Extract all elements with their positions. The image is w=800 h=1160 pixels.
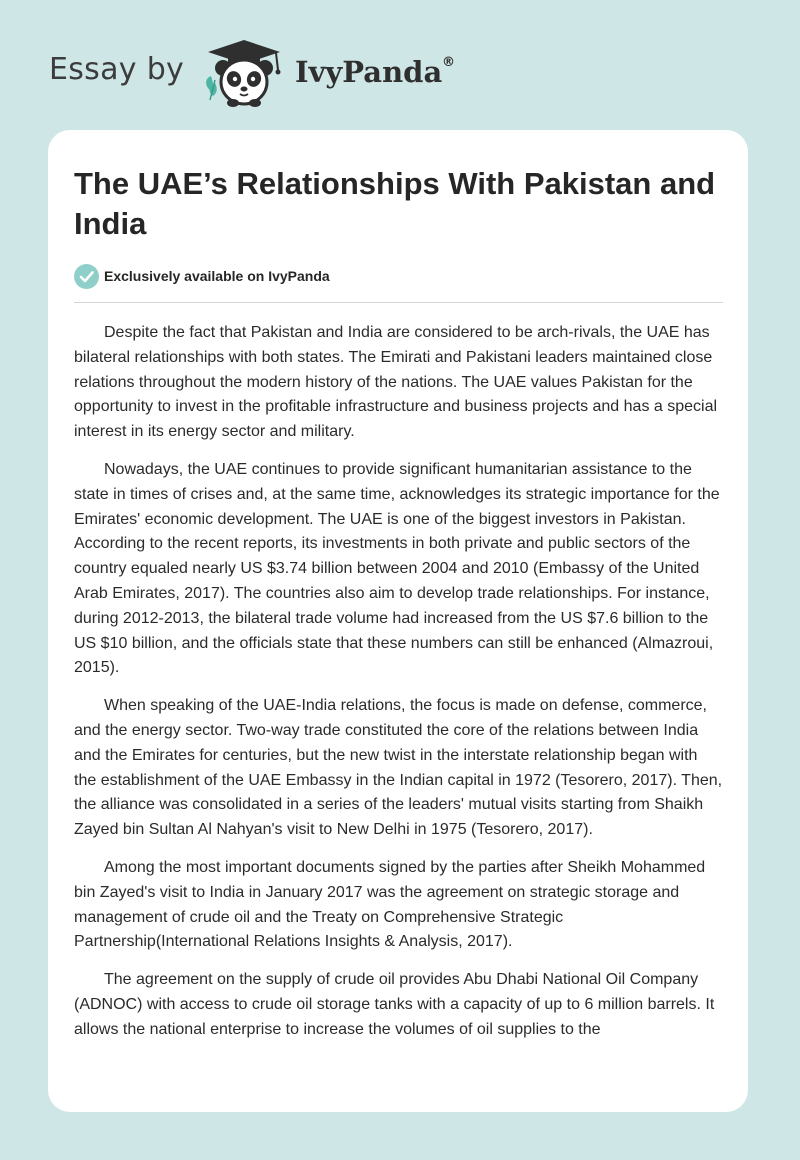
site-header [0, 0, 800, 130]
brand-prefix: Essay by [49, 52, 185, 87]
paragraph: Despite the fact that Pakistan and India are considered to be arch-rivals, the UAE has bilateral relationships with both states. The Emirati and Pakistani leaders maintained close relations throughout the modern history of the nations. The UAE values Pakistan for the opportunity to invest in the profitable infrastructure and business projects and has a special interest in its energy sector and military. [74, 324, 718, 441]
essay-title: The UAE’s Relationships With Pakistan and India [74, 166, 716, 241]
paragraph: When speaking of the UAE-India relations, the focus is made on defense, commerce, and the energy sector. Two-way trade constituted the core of the relations between India and the Emirates for centuries, but the new twist in the interstate relationship began with the establishment of the UAE Embassy in the Indian capital in 1972 (Tesorero, 2017). Then, the alliance was consolidated in a series of the leaders' mutual visits starting from Shaikh Zayed bin Sultan Al Nahyan's visit to New Delhi in 1975 (Tesorero, 2017). [74, 697, 723, 839]
panda-graduate-icon[interactable] [196, 36, 292, 108]
check-circle-icon [74, 264, 99, 289]
brand-name[interactable]: IvyPanda [295, 55, 443, 89]
paragraph: Among the most important documents signed by the parties after Sheikh Mohammed bin Zayed's visit to India in January 2017 was the agreement on strategic storage and management of crude oil and the Treaty on Comprehensive Strategic Partnership(International Relations Insights & Analysis, 2017). [74, 858, 706, 951]
exclusive-badge [74, 263, 330, 289]
paragraph: Nowadays, the UAE continues to provide significant humanitarian assistance to the state in times of crises and, at the same time, acknowledges its strategic importance for the Emirates' economic development. The UAE is one of the biggest investors in Pakistan. According to the recent reports, its investments in both private and public sectors of the country equaled nearly US $3.74 billion between 2004 and 2010 (Embassy of the United Arab Emirates, 2017). The countries also aim to develop trade relationships. For instance, during 2012-2013, the bilateral trade volume had increased from the US $7.6 billion to the US $10 billion, and the officials state that these numbers can still be enhanced (Almazroui, 2015). [74, 460, 720, 677]
registered-mark: ® [442, 55, 455, 70]
exclusive-badge-text: Exclusively available on IvyPanda [104, 268, 330, 284]
essay-card [48, 130, 748, 1112]
paragraph: The agreement on the supply of crude oil provides Abu Dhabi National Oil Company (ADNOC) with access to crude oil storage tanks with a capacity of up to 6 million barrels. It allows the national enterprise to increase the volumes of oil supplies to the [74, 971, 715, 1038]
essay-body [74, 321, 724, 1056]
title-divider [74, 302, 723, 303]
